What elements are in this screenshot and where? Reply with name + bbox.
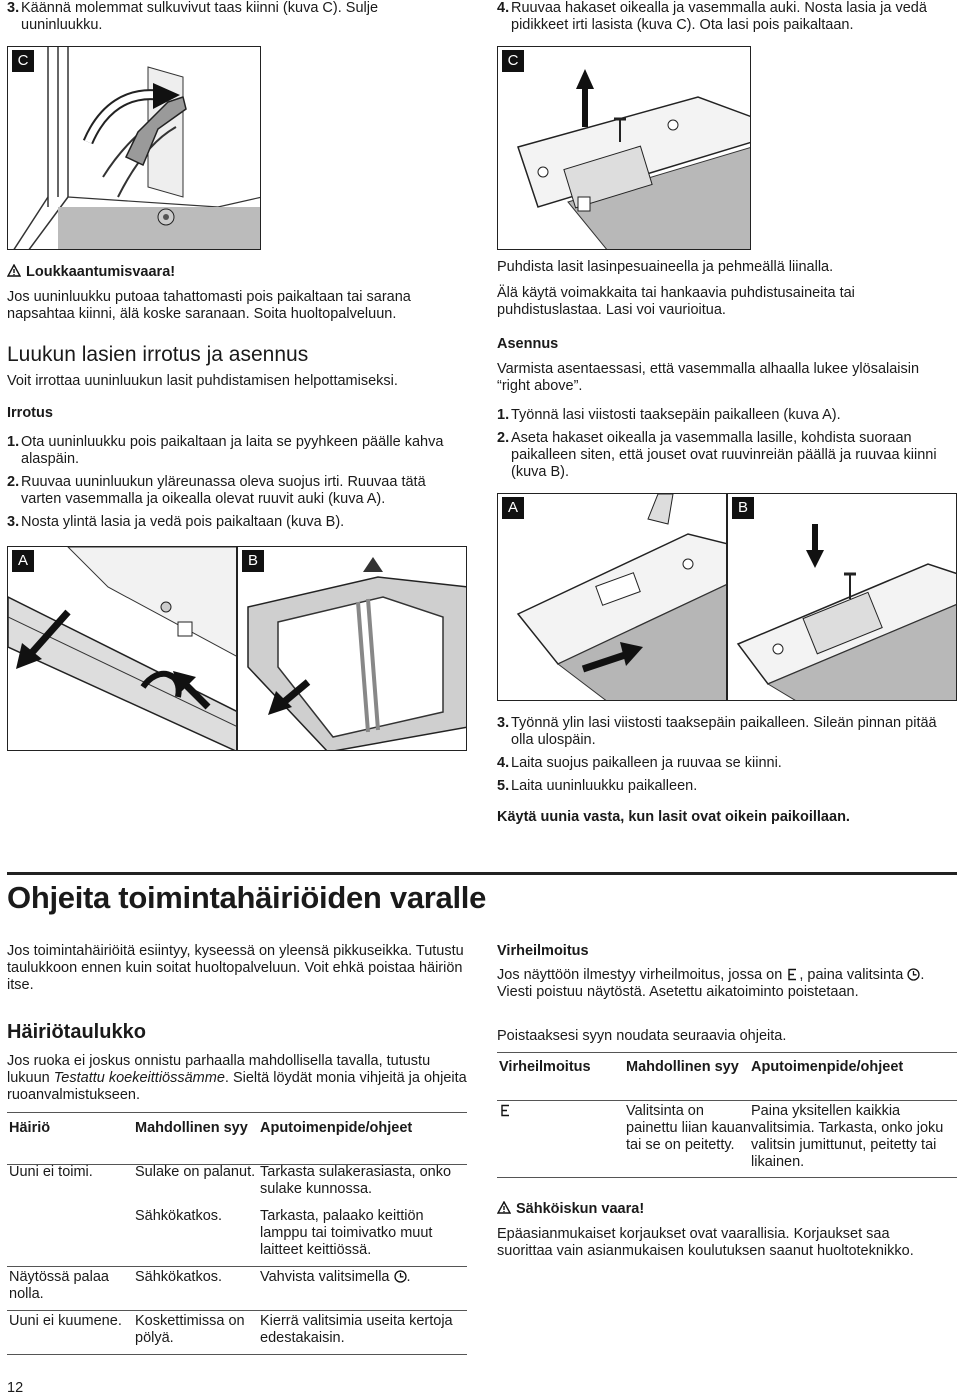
table-top-rule — [7, 1112, 467, 1113]
table-header-row — [9, 1120, 467, 1164]
warning-triangle-icon — [7, 264, 21, 277]
cell-remedy: Tarkasta, palaako keittiön lamppu tai toimivatko muut laitteet keittiössä. — [260, 1208, 433, 1258]
text-a: Jos näyttöön ilmestyy virheilmoitus, jossa on — [497, 967, 783, 983]
fault-table-intro — [7, 1053, 467, 1104]
header-cause: Mahdollinen syy — [626, 1059, 739, 1075]
figure-label: B — [732, 497, 754, 519]
troubleshooting-heading: Ohjeita toimintahäiriöiden varalle — [7, 880, 487, 915]
figure-label: C — [12, 50, 34, 72]
installation-title: Asennus — [497, 336, 559, 352]
figure-label: A — [502, 497, 524, 519]
cell-error — [499, 1103, 626, 1171]
cell-fault — [9, 1208, 135, 1269]
step-number: 4. — [497, 755, 510, 771]
figure-c-right — [497, 46, 751, 250]
table-row — [499, 1103, 957, 1171]
figure-label: C — [502, 50, 524, 72]
table-row — [9, 1313, 467, 1353]
cell-remedy: Vahvista valitsimella . — [260, 1269, 411, 1285]
pull-glass-illustration — [238, 547, 467, 751]
row-rule — [7, 1266, 467, 1267]
cell-cause: Sähkökatkos. — [135, 1208, 223, 1224]
error-message-title: Virheilmoitus — [497, 943, 589, 959]
figure-label: A — [12, 550, 34, 572]
step-text: Laita uuninluukku paikalleen. — [511, 778, 698, 794]
row-rule — [7, 1310, 467, 1311]
error-table — [499, 1059, 957, 1171]
cell-cause: Koskettimissa on pölyä. — [135, 1313, 245, 1346]
step-text: Työnnä ylin lasi viistosti taaksepäin paikalleen. Sileän pinnan pitää olla ulospäin. — [511, 715, 937, 748]
row-rule — [7, 1164, 467, 1165]
step-text: Käännä molemmat sulkuvivut taas kiinni (kuva C). Sulje uuninluukku. — [21, 0, 379, 33]
warning-title-row — [497, 1201, 955, 1218]
text-c: . Viesti poistuu näytöstä. Asetettu aikatoiminto poistetaan. — [497, 967, 925, 1000]
cell-fault: Uuni ei toimi. — [9, 1164, 93, 1180]
cleaning-warning: Älä käytä voimakkaita tai hankaavia puhdistusaineita tai puhdistuslastaa. Lasi voi vaurioitua. — [497, 285, 855, 318]
clock-icon — [394, 1270, 407, 1283]
header-remedy: Aputoimenpide/ohjeet — [260, 1120, 413, 1136]
step-number: 3. — [7, 0, 20, 16]
installation-steps — [497, 407, 955, 481]
step-number: 1. — [7, 434, 20, 450]
cell-remedy: Kierrä valitsimia useita kertoja edestakaisin. — [260, 1313, 453, 1346]
step-text: Aseta hakaset oikealla ja vasemmalla lasille, kohdista suoraan paikalleen siten, että jouset ovat ruuvinreiän päällä ja ruuvaa kiinni (kuva B). — [511, 430, 937, 480]
electric-shock-warning — [497, 1201, 955, 1260]
cleaning-tip: Puhdista lasit lasinpesuaineella ja pehmeällä liinalla. — [497, 259, 834, 275]
troubleshooting-intro: Jos toimintahäiriöitä esiintyy, kyseessä on yleensä pikkuseikka. Tutustu taulukkoon ennen kuin soitat huoltopalveluun. Voit ehkä poistaa häiriön itse. — [7, 943, 464, 993]
figure-a-removal — [7, 546, 237, 751]
figure-b-removal — [237, 546, 467, 751]
intro-text-b: . Sieltä löydät monia vihjeitä ja ohjeita ruoanvalmistukseen. — [7, 1070, 467, 1103]
warning-text: Jos uuninluukku putoaa tahattomasti pois paikaltaan tai sarana napsahtaa kiinni, älä koske saranaan. Soita huoltopalveluun. — [7, 289, 411, 322]
cell-remedy: Tarkasta sulakerasiasta, onko sulake kunnossa. — [260, 1164, 452, 1197]
final-note: Käytä uunia vasta, kun lasit ovat oikein paikoillaan. — [497, 809, 850, 825]
step-number: 4. — [497, 0, 510, 16]
warning-title-row — [7, 264, 467, 281]
section-heading: Luukun lasien irrotus ja asennus — [7, 343, 309, 366]
screw-clamp-illustration — [728, 494, 957, 701]
table-bottom-rule — [7, 1354, 467, 1355]
cell-fault: Uuni ei kuumene. — [9, 1313, 122, 1329]
removal-title: Irrotus — [7, 405, 53, 421]
fault-table-heading: Häiriötaulukko — [7, 1021, 146, 1043]
table-row — [9, 1208, 467, 1269]
step-4-unscrew-clamps — [497, 0, 955, 34]
step-number: 5. — [497, 778, 510, 794]
step-text: Ruuvaa uuninluukun yläreunassa oleva suojus irti. Ruuvaa tätä varten vasemmalla ja oikealla olevat ruuvit auki (kuva A). — [21, 474, 426, 507]
intro-text-a: Jos ruoka ei joskus onnistu parhaalla mahdollisella tavalla, tutustu lukuun — [7, 1053, 431, 1086]
step-number: 1. — [497, 407, 510, 423]
section-intro: Voit irrottaa uuninluukun lasit puhdistamisen helpottamiseksi. — [7, 373, 398, 389]
remedy-text: Vahvista valitsimella — [260, 1269, 390, 1285]
hinge-illustration — [8, 47, 261, 250]
header-cause: Mahdollinen syy — [135, 1120, 248, 1136]
cell-cause: Sulake on palanut. — [135, 1164, 256, 1180]
step-number: 2. — [7, 474, 20, 490]
intro-link-chapter: Testattu koekeittiössämme — [53, 1070, 225, 1086]
error-message-text — [497, 967, 937, 1001]
step-text: Laita suojus paikalleen ja ruuvaa se kiinni. — [511, 755, 782, 771]
cell-fault: Näytössä palaa nolla. — [9, 1269, 109, 1302]
cell-remedy: Paina yksitellen kaikkia valitsimia. Tarkasta, onko joku valitsin jumittunut, peitetty tai likainen. — [751, 1103, 944, 1170]
table-header-row — [499, 1059, 957, 1103]
table-row — [9, 1269, 467, 1313]
table-row — [9, 1164, 467, 1208]
error-message-hint: Poistaaksesi syyn noudata seuraavia ohjeita. — [497, 1028, 787, 1044]
step-text: Ota uuninluukku pois paikaltaan ja laita se pyyhkeen päälle kahva alaspäin. — [21, 434, 444, 467]
step-number: 2. — [497, 430, 510, 446]
error-e-icon — [786, 968, 799, 981]
section-divider — [7, 872, 957, 875]
warning-title: Loukkaantumisvaara! — [26, 264, 176, 280]
header-error: Virheilmoitus — [499, 1059, 591, 1075]
table-top-rule — [497, 1052, 957, 1053]
clock-icon — [907, 968, 920, 981]
warning-title: Sähköiskun vaara! — [516, 1201, 645, 1217]
warning-triangle-icon — [497, 1201, 511, 1214]
error-e-icon — [499, 1103, 512, 1118]
figure-c-left — [7, 46, 261, 250]
door-cover-illustration — [8, 547, 237, 751]
figure-label: B — [242, 550, 264, 572]
cell-cause: Valitsinta on painettu liian kauan tai se on peitetty. — [626, 1103, 751, 1153]
fault-table — [9, 1120, 467, 1353]
header-remedy: Aputoimenpide/ohjeet — [751, 1059, 904, 1075]
warning-text: Epäasianmukaiset korjaukset ovat vaarallisia. Korjaukset saa suorittaa vain asianmukaisen koulutuksen saanut huoltoteknikko. — [497, 1226, 914, 1259]
step-text: Ruuvaa hakaset oikealla ja vasemmalla auki. Nosta lasia ja vedä pidikkeet irti lasista (kuva C). Ota lasi pois paikaltaan. — [511, 0, 927, 33]
figure-a-install — [497, 493, 727, 701]
step-number: 3. — [7, 514, 20, 530]
installation-steps-continued — [497, 715, 955, 795]
cell-cause: Sähkökatkos. — [135, 1269, 223, 1285]
row-rule — [497, 1100, 957, 1101]
figure-b-install — [727, 493, 957, 701]
page-number: 12 — [7, 1380, 24, 1396]
removal-steps — [7, 434, 467, 531]
installation-intro: Varmista asentaessasi, että vasemmalla alhaalla lukee ylösalaisin “right above”. — [497, 361, 920, 394]
step-text: Nosta ylintä lasia ja vedä pois paikaltaan (kuva B). — [21, 514, 345, 530]
insert-glass-illustration — [498, 494, 727, 701]
glass-clamp-illustration — [498, 47, 751, 250]
step-number: 3. — [497, 715, 510, 731]
step-3-close-levers — [7, 0, 467, 34]
step-text: Työnnä lasi viistosti taaksepäin paikalleen (kuva A). — [511, 407, 841, 423]
table-bottom-rule — [497, 1177, 957, 1178]
header-fault: Häiriö — [9, 1120, 51, 1136]
injury-warning — [7, 264, 467, 323]
text-b: , paina valitsinta — [799, 967, 904, 983]
